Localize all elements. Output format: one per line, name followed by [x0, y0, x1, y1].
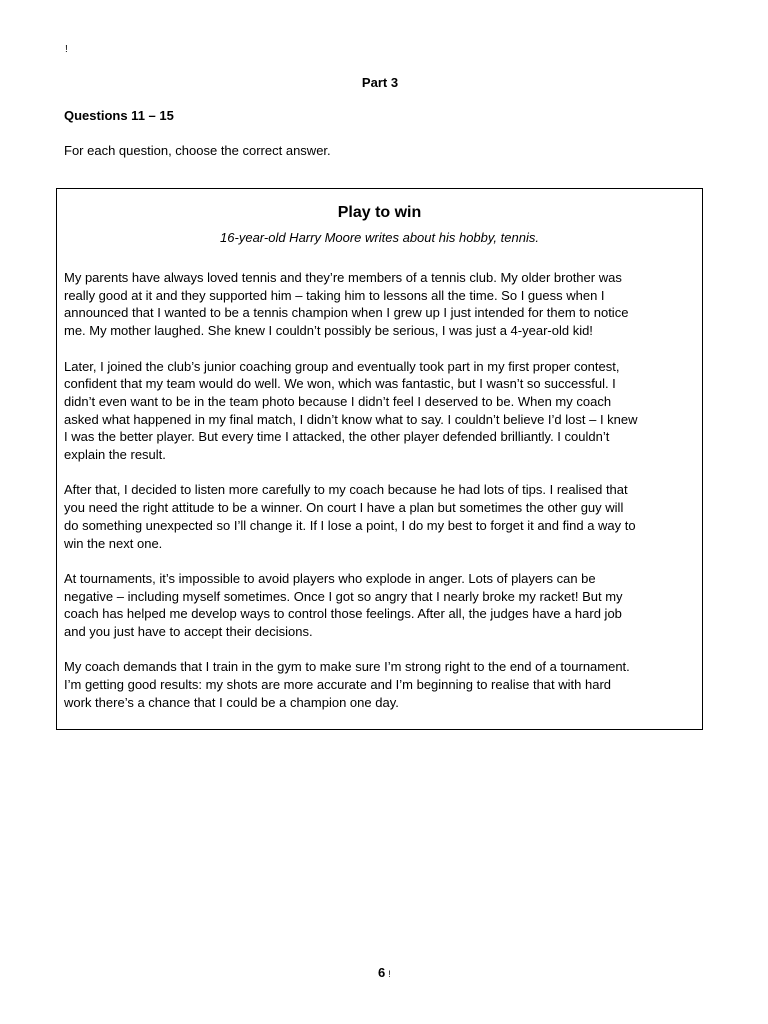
article-subtitle: 16-year-old Harry Moore writes about his hobby, tennis. — [220, 230, 539, 245]
page-number: 6 — [378, 965, 386, 980]
instruction-text: For each question, choose the correct answer. — [64, 143, 331, 158]
article-paragraph: Later, I joined the club’s junior coaching group and eventually took part in my first proper contest, confident that my team would do well. We won, which was fantastic, but I wasn’t so successful. I didn’t even want to be in the team photo because I didn’t feel I deserved to be. When my coach asked what happened in my final match, I didn’t know what to say. I couldn’t believe I’d lost – I knew I was the better player. But every time I attacked, the other player defended brilliantly. I couldn’t explain the result. — [64, 358, 638, 463]
article-paragraph: My coach demands that I train in the gym to make sure I’m strong right to the end of a tournament. I’m getting good results: my shots are more accurate and I’m beginning to realise that with hard work there’s a chance that I could be a champion one day. — [64, 659, 630, 710]
page-footer — [378, 965, 391, 982]
article-box — [56, 188, 703, 730]
article-paragraph: My parents have always loved tennis and they’re members of a tennis club. My older brother was really good at it and they supported him – taking him to lessons all the time. So I guess when I announced that I wanted to be a tennis champion when I grew up I just intended for them to notice me. My mother laughed. She knew I couldn’t possibly be serious, I was just a 4-year-old kid! — [64, 270, 629, 339]
article-title: Play to win — [337, 204, 422, 221]
part-title: Part 3 — [361, 75, 399, 90]
article-paragraph: After that, I decided to listen more carefully to my coach because he had lots of tips. I realised that you need the right attitude to be a winner. On court I have a plan but sometimes the other guy will do something unexpected so I’ll change it. If I lose a point, I do my best to forget it and find a way to win the next one. — [64, 482, 636, 551]
questions-range: Questions 11 – 15 — [64, 108, 174, 123]
article-paragraph: At tournaments, it’s impossible to avoid players who explode in anger. Lots of players can be negative – including myself sometimes. Once I got so angry that I nearly broke my racket! But my coach has helped me develop ways to control those feelings. After all, the judges have a hard job and you just have to accept their decisions. — [64, 570, 623, 640]
footer-mark: ! — [388, 969, 391, 979]
article-body — [64, 269, 699, 729]
corner-mark: ! — [65, 44, 68, 55]
